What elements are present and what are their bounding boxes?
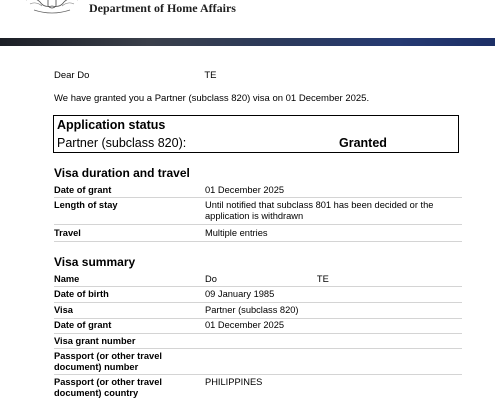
visa-summary-title: Visa summary [54,255,136,269]
application-status-title: Application status [57,118,166,132]
table-row [54,226,462,242]
row-value: PHILIPPINES [205,377,263,387]
row-key: Travel [54,228,81,238]
row-key: Visa grant number [54,336,136,346]
table-row [54,318,462,334]
row-key: Passport (or other travel document) country [54,377,162,398]
application-status-label: Partner (subclass 820): [57,136,187,150]
row-key: Passport (or other travel document) number [54,351,162,372]
name-first: Do [205,274,217,284]
row-key: Date of grant [54,320,112,330]
row-key: Date of grant [54,185,112,195]
table-row [54,287,462,303]
table-row [54,375,462,400]
coat-of-arms-icon [22,0,82,16]
row-value: 01 December 2025 [205,185,285,195]
row-value: Multiple entries [205,228,268,238]
salutation-end: TE [204,70,217,81]
row-value: Until notified that subclass 801 has been decided or the application is withdrawn [205,200,434,221]
table-row [54,303,462,319]
row-key: Length of stay [54,200,118,210]
row-key: Date of birth [54,289,109,299]
table-row [54,272,462,287]
table-row [54,198,462,225]
table-row [54,349,462,375]
header-band [0,38,495,46]
salutation [54,70,217,81]
grant-notice: We have granted you a Partner (subclass 820) visa on 01 December 2025. [54,93,370,104]
row-value: 01 December 2025 [205,320,285,330]
salutation-start: Dear Do [54,70,90,81]
table-row [54,183,462,198]
application-status-value: Granted [339,136,387,150]
row-key: Visa [54,305,73,315]
visa-duration-title: Visa duration and travel [54,166,190,180]
row-key: Name [54,274,80,284]
row-value: 09 January 1985 [205,289,275,299]
department-name: Department of Home Affairs [89,1,236,15]
row-value [205,274,460,285]
application-status-box [53,115,459,153]
name-last: TE [316,274,329,284]
table-row [54,334,462,349]
page-header [0,0,495,40]
row-value: Partner (subclass 820) [205,305,299,315]
